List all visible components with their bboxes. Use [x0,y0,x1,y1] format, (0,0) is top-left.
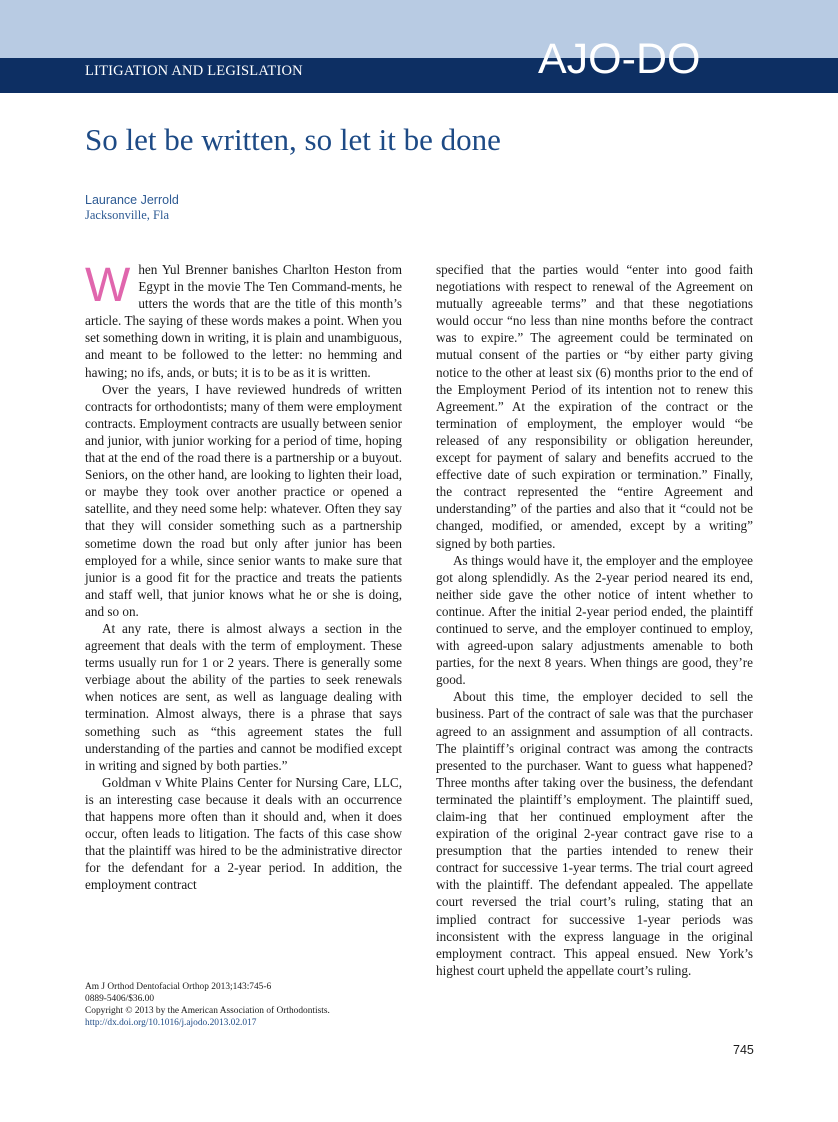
header-top-band [0,0,838,58]
body-paragraph [85,261,402,381]
citation-line: Am J Orthod Dentofacial Orthop 2013;143:745-6 [85,982,272,992]
body-paragraph: About this time, the employer decided to sell the business. Part of the contract of sale was that the purchaser agreed to an assignment and assumption of all contracts. The plaintiff’s original contract was among the contracts presented to the purchaser. Want to guess what happened? Three months after taking over the business, the defendant terminated the plaintiff’s employment. The plaintiff sued, claim-ing that her continued employment after the expiration of the original 2-year contract gave rise to a presumption that the parties intended to renew their contract for successive 1-year terms. The trial court agreed with the plaintiff. The defendant appealed. The appellate court reversed the trial court’s ruling, stating that an implied contract for successive 1-year periods was inconsistent with the express language in the original employment contract. This appeal ensued. New York’s highest court upheld the appellate court’s ruling. [436,689,753,978]
body-paragraph: As things would have it, the employer and the employee got along splendidly. As the 2-year period neared its end, neither side gave the other notice of intent whether to continue. After the initial 2-year period ended, the plaintiff continued to serve, and the employer continued to employ, with agreed-upon salary adjustments amenable to both parties, for the next 8 years. When things are good, they’re good. [436,552,753,688]
page-number: 745 [733,1043,754,1057]
author-name: Laurance Jerrold [85,193,179,207]
paragraph-text: hen Yul Brenner banishes Charlton Heston from Egypt in the movie The Ten Command-ments, he utters the words that are the title of this month’s article. The saying of these words makes a point. When you set something down in writing, it is plain and unambiguous, and meant to be followed to the letter: no hemming and hawing; no ifs, ands, or buts; it is to be as it is written. [85,262,402,380]
body-paragraph: Goldman v White Plains Center for Nursing Care, LLC, is an interesting case because it deals with an occurrence that happens more often than it should and, when it does occur, often leads to litigation. The facts of this case show that the plaintiff was hired to be the administrative director for the defendant for a 2-year period. In addition, the employment contract [85,774,402,893]
article-column-left [85,261,402,893]
body-paragraph: Over the years, I have reviewed hundreds of written contracts for orthodontists; many of them were employment contracts. Employment contracts are usually between senior and junior, with junior working for a period of time, hoping that at the end of the road there is a partnership or a buyout. Seniors, on the other hand, are looking to lighten their load, or maybe they took over another practice or opened a satellite, and they need some help: whatever. Often they say that they will consider something such as a partnership sometime down the road but only after junior has been employed for a while, since senior wants to make sure that junior is a good fit for the practice and treats the patients and staff well, that junior knows what he or she is doing, and so on. [85,381,402,619]
citation-footnote [85,981,405,1029]
drop-cap: W [85,259,131,312]
section-label: LITIGATION AND LEGISLATION [85,63,303,79]
article-column-right [436,261,753,979]
copyright-line: Copyright © 2013 by the American Association of Orthodontists. [85,1006,330,1016]
issn-price: 0889-5406/$36.00 [85,994,155,1004]
journal-logo: AJO-DO [538,35,701,83]
author-affiliation: Jacksonville, Fla [85,208,170,222]
article-title: So let be written, so let it be done [85,122,501,157]
doi-link[interactable]: http://dx.doi.org/10.1016/j.ajodo.2013.02.017 [85,1018,257,1028]
body-paragraph: At any rate, there is almost always a section in the agreement that deals with the term of employment. These terms usually run for 1 or 2 years. There is generally some verbiage about the ability of the parties to seek renewals when notices are sent, as well as language dealing with termination. Almost always, there is a phrase that says something such as “this agreement states the full understanding of the parties and cannot be modified except in writing and signed by both parties.” [85,620,402,773]
body-paragraph: specified that the parties would “enter into good faith negotiations with respect to renewal of the Agreement on mutually agreeable terms” and that these negotiations would occur “no less than nine months before the contract was to expire.” The agreement could be terminated on mutual consent of the parties or “by either party giving notice to the other at least six (6) months prior to the end of the Employment Period of its intention not to renew this Agreement.” At the expiration of the contract or the termination of employment, the employer would “be released of any responsibility or obligation hereunder, except for payment of salary and benefits accrued to the effective date of such expiration or termination.” Finally, the contract represented the “entire Agreement and understanding” of the parties and also that it “could not be changed, modified, or amended, except by a writing” signed by both parties. [436,262,753,551]
